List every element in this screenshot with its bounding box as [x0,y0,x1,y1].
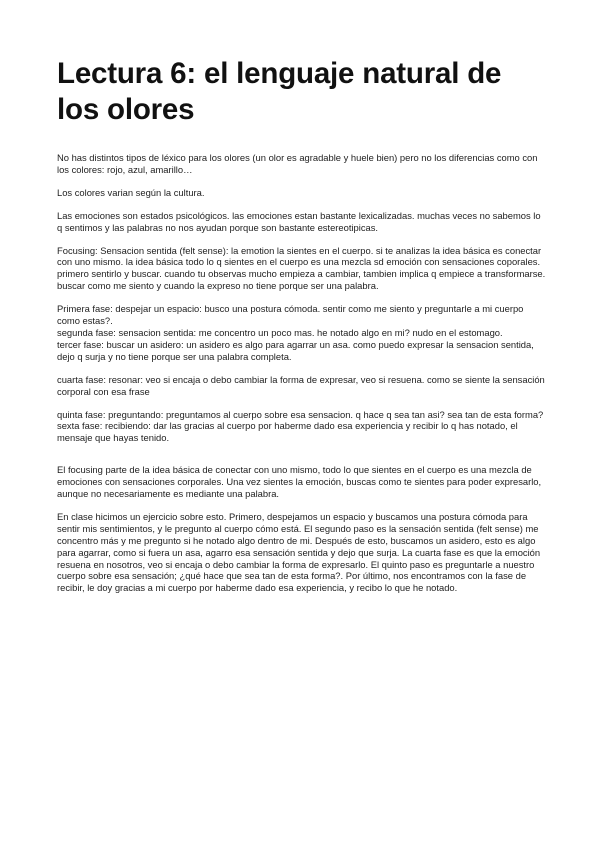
paragraph-line: Focusing: Sensacion sentida (felt sense): la emotion la sientes en el cuerpo. si te analizas la idea básica es conectar con uno mismo. la idea básica todo lo q sientes en el cuerpo es una mezcla sd emoción con sensaciones coporales. primero sentirlo y buscar. cuando tu observas mucho empieza a cambiar, tambien implica q empiece a transformarse. buscar como me siento y cuando la expreso no tiene porque ser una palabra. [57,244,546,292]
paragraph-line: sexta fase: recibiendo: dar las gracias al cuerpo por haberme dado esa experiencia y recibir lo q has notado, el mensaje que hayas tenido. [57,420,518,444]
document-page [57,56,547,605]
body-paragraph [57,245,547,293]
paragraph-line: tercer fase: buscar un asidero: un asidero es algo para agarrar un asa. como puedo expresar la sensacion sentida, dejo q surja y no tiene porque ser una palabra completa. [57,338,534,362]
paragraph-line: En clase hicimos un ejercicio sobre esto. Primero, despejamos un espacio y buscamos una postura cómoda para sentir mis sentimientos, y le pregunto al cuerpo cómo está. El segundo paso es la sensación sentida (felt sense) me concentro más y me pregunto si he notado algo dentro de mi. Después de esto, buscamos un asidero, esto es algo para agarrar, como si fuera un asa, agarro esa sensación sentida y dejo que surja. La cuarta fase es que la emoción resuena en nosotros, veo si encaja o debo cambiar la forma de expresarlo. El quinto paso es preguntarle a nuestro cuerpo sobre esa sensación; ¿qué hace que sea tan de esta forma?. Por último, nos encontramos con la fase de recibir, le doy gracias a mi cuerpo por haberme dado esa experiencia, y recibo lo que he notado. [57,510,541,594]
paragraph-line: cuarta fase: resonar: veo si encaja o debo cambiar la forma de expresar, veo si resuena. como se siente la sensación corporal con esa frase [57,373,545,397]
body-paragraph [57,464,547,500]
paragraph-line: quinta fase: preguntando: preguntamos al cuerpo sobre esa sensacion. q hace q sea tan asi? sea tan de esta forma? [57,408,544,420]
body-paragraph [57,303,547,363]
body-paragraph [57,409,547,445]
paragraph-line: No has distintos tipos de léxico para los olores (un olor es agradable y huele bien) pero no los diferencias como con los colores: rojo, azul, amarillo… [57,152,538,175]
paragraph-line: Las emociones son estados psicológicos. las emociones estan bastante lexicalizadas. muchas veces no sabemos lo q sentimos y las palabras no nos ayudan porque son bastante estereotipicas. [57,209,541,233]
paragraph-line: El focusing parte de la idea básica de conectar con uno mismo, todo lo que sientes en el cuerpo es una mezcla de emociones con sensaciones corporales. Una vez sientes la emoción, buscas como te sientes para poder expresarlo, aunque no necesariamente es mediante una palabra. [57,464,542,500]
body-paragraph [57,187,547,199]
paragraph-line: Los colores varian según la cultura. [57,186,205,198]
paragraph-line: segunda fase: sensacion sentida: me concentro un poco mas. he notado algo en mi? nudo en el estomago. [57,326,503,338]
body-paragraph [57,152,547,176]
page-title: Lectura 6: el lenguaje natural de los olores [57,57,502,126]
document-body [57,152,547,594]
body-paragraph [57,374,547,398]
body-paragraph [57,511,547,594]
body-paragraph [57,210,547,234]
paragraph-line: Primera fase: despejar un espacio: busco una postura cómoda. sentir como me siento y preguntarle a mi cuerpo como estas?. [57,303,524,327]
